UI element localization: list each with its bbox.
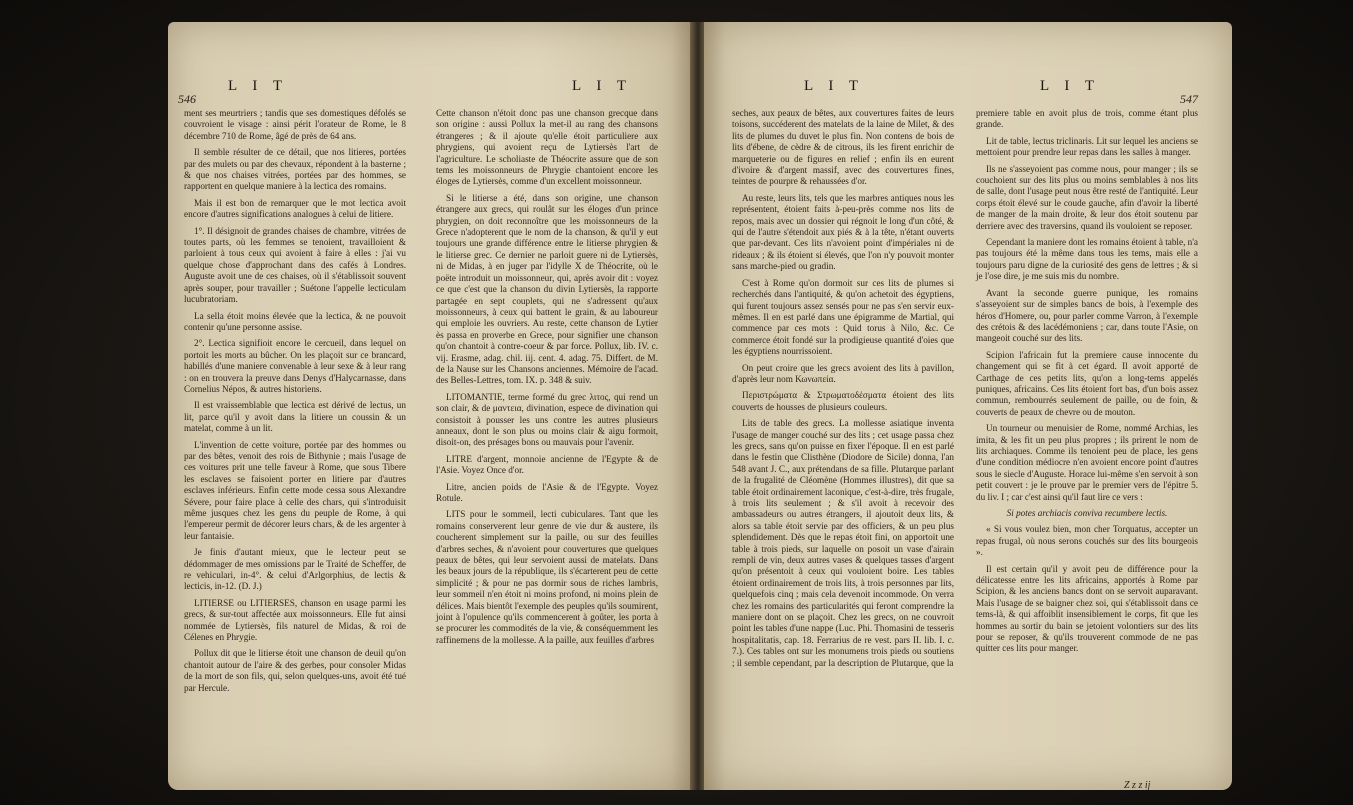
paragraph: Cependant la maniere dont les romains étoient à table, n'a pas toujours été la même dans tous les tems, mais elle a toujours paru digne de la curiosité des gens de lettres ; & si je l'ose dire, je me suis mis du nombre. — [976, 237, 1198, 282]
paragraph: Il est certain qu'il y avoit peu de différence pour la délicatesse entre les lits africains, apportés à Rome par Scipion, & les anciens bancs dont on se servoit auparavant. Mais l'usage de se baigner chez soi, qui s'établissoit dans ce tems-là, & qui affoiblit insensiblement le corps, fit que les hommes au sortir du bain se jetoient volontiers sur des lits pour se reposer, & qu'ils trouverent commode de ne pas quitter ces lits pour manger. — [976, 563, 1198, 654]
right-page-column-2 — [976, 108, 1198, 660]
paragraph: Au reste, leurs lits, tels que les marbres antiques nous les représentent, étoient faits à-peu-près comme nos lits de repos, mais avec un dossier qui régnoit le long d'un côté, & qui de l'autre s'étendoit aux piés & à la tête, n'étant ouverts que par-devant. Ces lits n'avoient point d'impériales ni de rideaux ; & ils étoient si élevés, que l'on n'y pouvoit monter sans marche-pied ou gradin. — [732, 192, 954, 272]
paragraph: LITOMANTIE, terme formé du grec λιτος, qui rend un son clair, & de μαντεια, divination, espece de divination qui consistoit à pousser les uns contre les autres plusieurs anneaux, dont le son plus ou moins clair & aigu formoit, disoit-on, des présages bons ou mauvais pour l'avenir. — [436, 391, 658, 448]
paragraph: Un tourneur ou menuisier de Rome, nommé Archias, les imita, & les fit un peu plus propres ; ils prirent le nom de lits archiaques. Comme ils tenoient peu de place, les gens d'une condition médiocre n'en avoient encore point d'autres sous le siecle d'Auguste. Horace lui-même s'en servoit à son petit couvert : je le prouve par le premier vers de l'épitre 5. du liv. I ; car c'est ainsi qu'il faut lire ce vers : — [976, 423, 1198, 502]
paragraph: ment ses meurtriers ; tandis que ses domestiques défolés se couvroient le visage : ainsi périt l'orateur de Rome, le 8 décembre 710 de Rome, âgé de près de 64 ans. — [184, 108, 406, 141]
right-page — [704, 22, 1232, 790]
left-page-column-2 — [436, 108, 658, 651]
paragraph: Περιστρώματα & Στρωματοδέσματα étoient des lits couverts de housses de plusieurs couleurs. — [732, 390, 954, 412]
left-page-header-left: L I T — [228, 78, 288, 94]
left-page-header-right: L I T — [572, 78, 632, 94]
paragraph: « Si vous voulez bien, mon cher Torquatus, accepter un repas frugal, où nous serons couchés sur des lits bourgeois ». — [976, 524, 1198, 558]
paragraph: Lits de table des grecs. La mollesse asiatique inventa l'usage de manger couché sur des lits ; cet usage passa chez les grecs, sans qu'on puisse en fixer l'époque. Il en est parlé dans le festin que Clisthène (Diodore de Sicile) donna, l'an 548 avant J. C., aux prétendans de sa fille. Plutarque parlant de la frugalité de Cléomène (Hommes illustres), dit que sa table étoit ordinairement laconique, c'est-à-dire, très frugale, à trois lits seulement ; & s'il avoit à recevoir des ambassadeurs ou autres étrangers, il ajoutoit deux lits, & alors sa table étoit servie par des officiers, & un peu plus splendidement. Dès que le repas étoit fini, on apportoit une table à trois pieds, sur laquelle on posoit un vase d'airain rempli de vin, deux autres vases & quelques tasses d'argent qu'on présentoit à ceux qui vouloient boire. Les tables étoient ordinairement de trois lits, à trois personnes par lits, quelquefois cinq ; mais cela devenoit incommode. On verra chez les romains des particularités qui feront comprendre la maniere dont on se plaçoit. Chez les grecs, on ne couvroit point les tables d'une nappe (Luc. Phi. Thomasini de tesseris hospitalitatis, cap. 18. Ferrarius de re vest. pars II. lib. I. c. 7.). Ces tables ont sur les monumens trois pieds ou soutiens ; il semble cependant, par la description de Plutarque, que la — [732, 418, 954, 668]
paragraph: LITS pour le sommeil, lecti cubiculares. Tant que les romains conserverent leur genre de vie dur & austere, ils coucherent simplement sur la paille, ou sur des feuilles d'arbres seches, & n'avoient pour couvertures que quelques peaux de bêtes, qui leur servoient aussi de matelats. Dans les beaux jours de la république, ils s'écarterent peu de cette simplicité ; & pour ne pas dormir sous de riches lambris, leur sommeil n'en étoit ni moins profond, ni moins plein de délices. Mais bientôt l'exemple des peuples qu'ils soumirent, joint à l'opulence qu'ils commencerent à goûter, les porta à se procurer les commodités de la vie, & conséquemment les raffinemens de la mollesse. A la paille, aux feuilles d'arbres — [436, 509, 658, 645]
printer-signature: Z z z ij — [1124, 780, 1151, 790]
paragraph: 1°. Il désignoit de grandes chaises de chambre, vitrées de toutes parts, où les femmes se tenoient, travailloient & parloient à tous ceux qui avoient à faire à elles : j'ai vu quelque chose d'approchant dans des cafés à Londres. Auguste avoit une de ces chaises, où il s'établissoit souvent après souper, pour travailler ; Suétone l'appelle lecticulam lucubratoriam. — [184, 225, 406, 305]
paragraph: La sella étoit moins élevée que la lectica, & ne pouvoit contenir qu'une personne assise. — [184, 310, 406, 332]
paragraph: Pollux dit que le litierse étoit une chanson de deuil qu'on chantoit autour de l'aire & des gerbes, pour consoler Midas de la mort de son fils, qui, selon quelques-uns, avoit été tué par Hercule. — [184, 648, 406, 693]
left-page-column-1 — [184, 108, 406, 699]
paragraph: C'est à Rome qu'on dormoit sur ces lits de plumes si recherchés dans l'antiquité, & qu'on achetoit des égyptiens, qui furent toujours assez sensés pour ne pas s'en servir eux-mêmes. Il en est parlé dans une épigramme de Martial, qui commence par ces mots : Quid torus à Nilo, &c. Ce commerce étoit fondé sur la prodigieuse quantité d'oies que les égyptiens nourrissoient. — [732, 277, 954, 357]
verse-quote: Si potes archiacis conviva recumbere lectis. — [1006, 508, 1168, 518]
paragraph: Cette chanson n'étoit donc pas une chanson grecque dans son origine : aussi Pollux la met-il au rang des chansons étrangeres ; & il ajoute qu'elle étoit particuliere aux phrygiens, qui avoient reçu de Lytiersès l'art de l'agriculture. Le scholiaste de Théocrite assure que de son tems les moissonneurs de Phrygie chantoient encore les éloges de Lytiersès, comme d'un excellent moissonneur. — [436, 108, 658, 187]
paragraph: Litre, ancien poids de l'Asie & de l'Egypte. Voyez Rotule. — [436, 481, 658, 503]
paragraph: On peut croire que les grecs avoient des lits à pavillon, d'après leur nom Κωνωπεία. — [732, 362, 954, 384]
paragraph: Mais il est bon de remarquer que le mot lectica avoit encore d'autres significations analogues à celui de litiere. — [184, 197, 406, 220]
paragraph: Il semble résulter de ce détail, que nos litieres, portées par des mulets ou par des chevaux, répondent à la basterne ; & que nos chaises vitrées, portées par des hommes, se rapportent en quelque maniere à la lectica des romains. — [184, 147, 406, 192]
left-page-number: 546 — [178, 92, 196, 106]
paragraph: Ils ne s'asseyoient pas comme nous, pour manger ; ils se couchoient sur des lits plus ou moins semblables à nos lits de salle, dont l'usage peut nous être resté de l'antiquité. Leur corps étoit élevé sur le coude gauche, afin d'avoir la liberté de manger de la main droite, & leur dos étoit soutenu par derriere avec des traversins, quand ils vouloient se reposer. — [976, 163, 1198, 231]
right-page-header-left: L I T — [804, 78, 864, 94]
paragraph: premiere table en avoit plus de trois, comme étant plus grande. — [976, 108, 1198, 130]
paragraph: 2°. Lectica signifioit encore le cercueil, dans lequel on portoit les morts au bûcher. On les plaçoit sur ce brancard, habillés d'une maniere convenable à leur sexe & à leur rang : on en trouvera la preuve dans Denys d'Halycarnasse, dans Cornelius Népos, & autres historiens. — [184, 338, 406, 394]
right-page-column-1 — [732, 108, 954, 674]
paragraph: L'invention de cette voiture, portée par des hommes ou par des bêtes, venoit des rois de Bithynie ; mais l'usage de ces voitures prit une telle faveur à Rome, que sous Tibere les esclaves se faisoient porter en litiere par d'autres esclaves inférieurs. Enfin cette mode cessa sous Alexandre Sévere, pour faire place à celle des chars, qui s'introduisit même jusques chez les gens du peuple de Rome, à qui l'empereur permit de décorer leurs chars, & de les argenter à leur fantaisie. — [184, 439, 406, 541]
left-page — [168, 22, 692, 790]
paragraph: Si le litierse a été, dans son origine, une chanson étrangere aux grecs, qui roulât sur les éloges d'un prince phrygien, on doit reconnoître que les moissonneurs de la Grece n'adopterent que le nom de la chanson, & qu'il y eut toujours une grande différence entre le litierse phrygien & le litierse grec. Ce dernier ne parloit guere ni de Lytiersès, ni de Midas, à en juger par l'idylle X de Théocrite, où le poëte introduit un moissonneur, qui, après avoir dit : voyez ce que c'est que la chanson du divin Lytiersès, la rapporte partagée en sept couplets, qui ne s'adressent qu'aux moissonneurs, à ceux qui battent le grain, & au laboureur qui emploie les ouvriers. Au reste, cette chanson de Lytier ès passa en proverbe en Grece, pour signifier une chanson qu'on chantoit à contre-coeur & par force. Pollux, lib. IV. c. vij. Erasme, adag. chil. iij. cent. 4. adag. 75. Differt. de M. de la Nause sur les Chansons anciennes. Mémoire de l'acad. des Belles-Lettres, tom. IX. p. 348 & suiv. — [436, 192, 658, 386]
paragraph: Scipion l'africain fut la premiere cause innocente du changement qui se fit à cet égard. Il avoit apporté de Carthage de ces petits lits, qu'on a long-tems appelés puniques, africains. Ces lits étoient fort bas, d'un bois assez commun, rembourrés seulement de paille, ou de foin, & couverts de peaux de chevre ou de mouton. — [976, 349, 1198, 417]
right-page-number: 547 — [1180, 92, 1198, 106]
paragraph: LITIERSE ou LITIERSES, chanson en usage parmi les grecs, & sur-tout affectée aux moissonneurs. Elle fut ainsi nommée de Lytiersès, fils naturel de Midas, & roi de Célenes en Phrygie. — [184, 597, 406, 643]
right-page-header-right: L I T — [1040, 78, 1100, 94]
paragraph: Avant la seconde guerre punique, les romains s'asseyoient sur de simples bancs de bois, à l'exemple des héros d'Homere, ou, pour parler comme Varron, à l'exemple des crétois & des lacédémoniens ; car, dans toute l'Asie, on mangeoit couché sur des lits. — [976, 287, 1198, 344]
paragraph: LITRE d'argent, monnoie ancienne de l'Egypte & de l'Asie. Voyez Once d'or. — [436, 453, 658, 476]
paragraph: Il est vraissemblable que lectica est dérivé de lectus, un lit, parce qu'il y avoit dans la litiere un coussin & un matelat, comme à un lit. — [184, 400, 406, 434]
paragraph: Lit de table, lectus triclinaris. Lit sur lequel les anciens se mettoient pour prendre leur repas dans les salles à manger. — [976, 135, 1198, 158]
paragraph: seches, aux peaux de bêtes, aux couvertures faites de leurs toisons, succéderent des matelats de la laine de Milet, & des lits de plumes du duvet le plus fin. Non contens de bois de lits d'ébene, de cèdre & de citrous, ils les firent enrichir de marqueterie ou de figures en relief ; enfin ils en eurent d'ivoire & d'argent massif, avec des couvertures fines, teintes de pourpre & rehaussées d'or. — [732, 108, 954, 187]
paragraph: Je finis d'autant mieux, que le lecteur peut se dédommager de mes omissions par le Traité de Scheffer, de re vehiculari, in-4°. & celui d'Arlgorphius, de lectis & lecticis, in-12. (D. J.) — [184, 547, 406, 592]
